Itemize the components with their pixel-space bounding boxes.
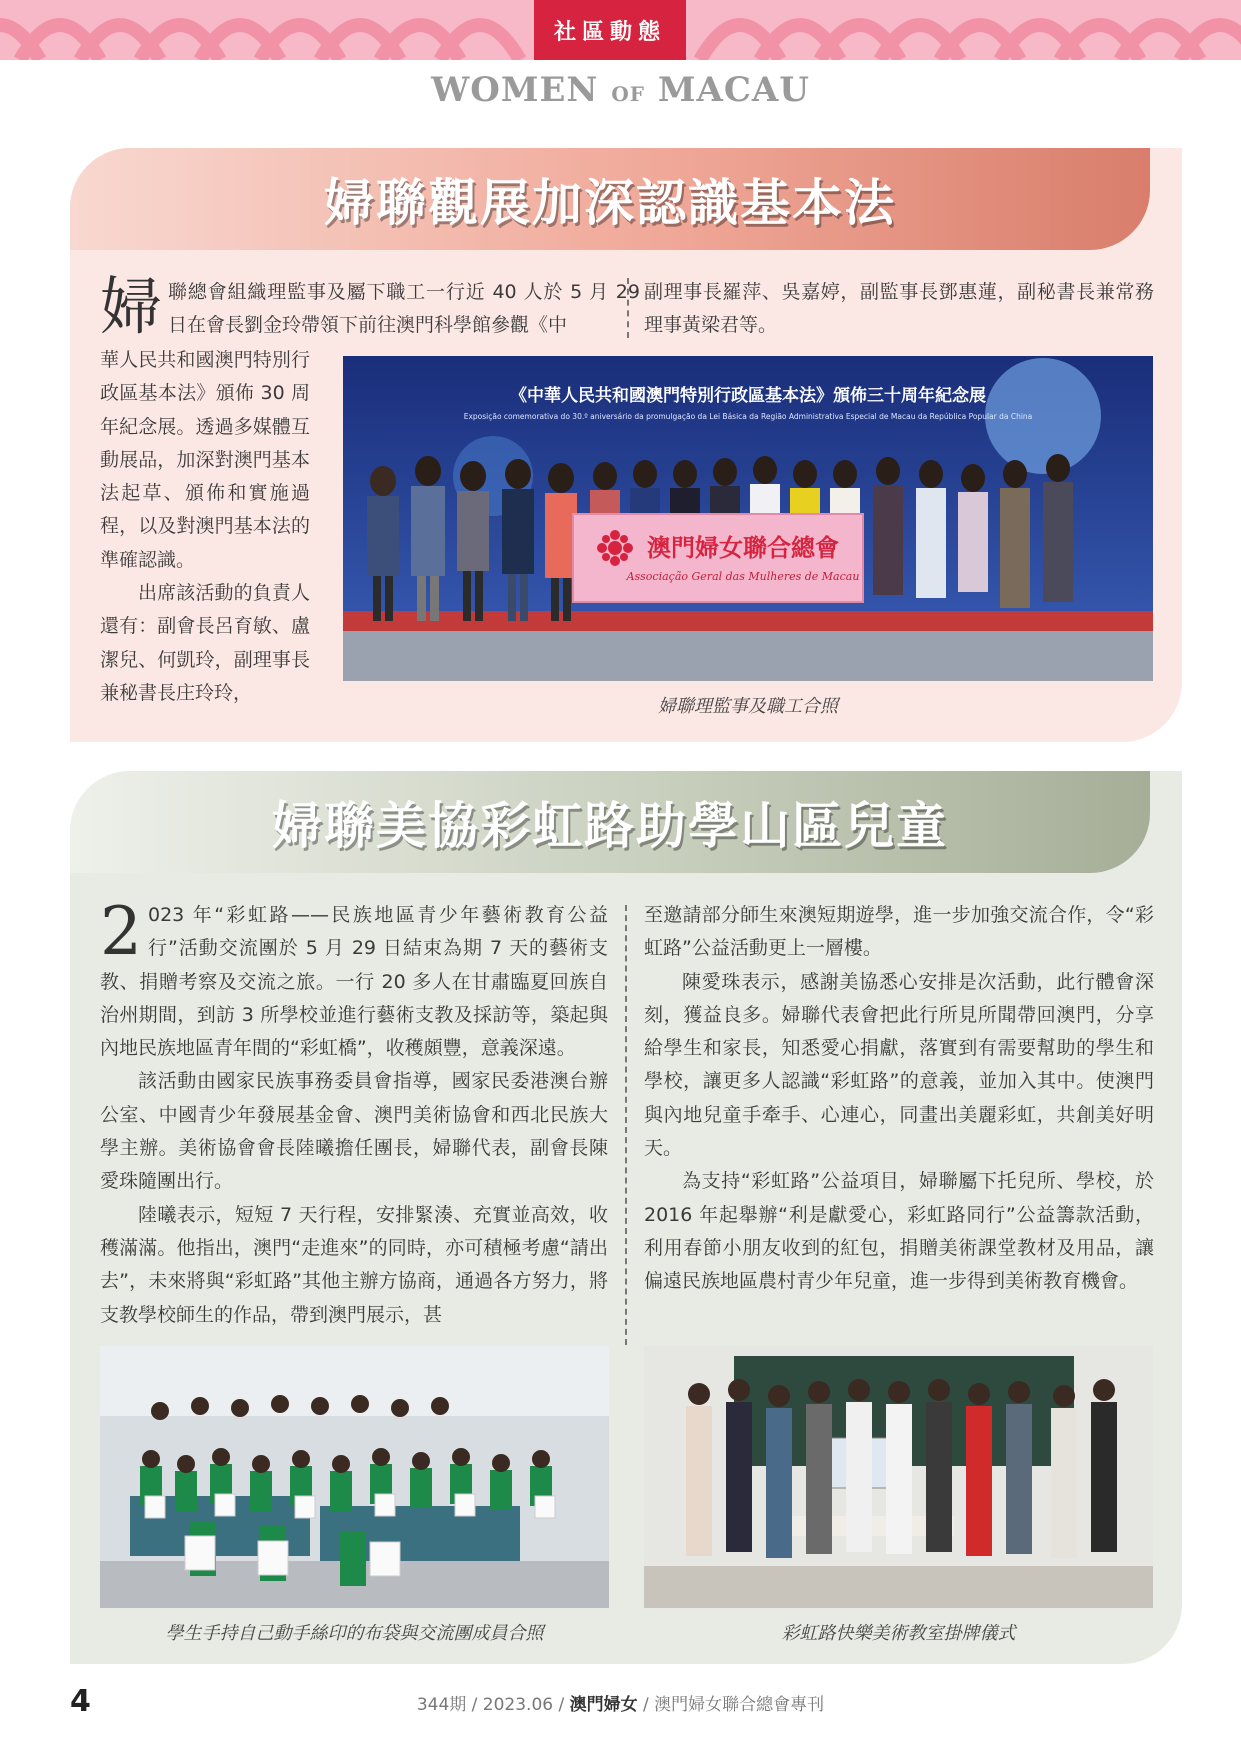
- brand-of: OF: [611, 82, 645, 106]
- article-2-left-col: [100, 893, 608, 1332]
- article-1-title: 婦聯觀展加深認識基本法: [70, 148, 1150, 250]
- group-photo-exhibition: [343, 356, 1153, 681]
- brand-end: MACAU: [657, 70, 810, 110]
- article-1-right-col: 副理事長羅萍、吳嘉婷，副監事長鄧惠蓮，副秘書長兼常務理事黃梁君等。: [644, 281, 1154, 337]
- article-1-body: [100, 344, 310, 710]
- article-2-r2: 陳愛珠表示，感謝美協悉心安排是次活動，此行體會深刻，獲益良多。婦聯代表會把此行所見所聞帶回澳門，分享給學生和家長，知悉愛心捐獻，落實到有需要幫助的學生和學校，讓更多人認識“彩虹路”的意義，並加入其中。使澳門與內地兒童手牽手、心連心，同畫出美麗彩虹，共創美好明天。: [644, 970, 1154, 1160]
- footer: [0, 1690, 1241, 1715]
- magazine-brand: [0, 70, 1241, 110]
- plaque-ceremony-photo: [644, 1346, 1153, 1608]
- exhibition-banner-title: 《中華人民共和國澳門特別行政區基本法》頒佈三十周年紀念展: [510, 386, 986, 406]
- article-1-body-p1: 華人民共和國澳門特別行政區基本法》頒佈 30 周年紀念展。透過多媒體互動展品，加深對澳門基本法起草、頒佈和實施過程，以及對澳門基本法的準確認識。: [100, 349, 310, 571]
- article-2-lead: 023 年“彩虹路——民族地區青少年藝術教育公益行”活動交流團於 5 月 29 日結束為期 7 天的藝術支教、捐贈考察及交流之旅。一行 20 多人在甘肅臨夏回族自治州期間，到訪 3 所學校並進行藝術支教及採訪等，築起與內地民族地區青年間的“彩虹橋”，收穫頗豐，意義深遠。: [100, 904, 608, 1060]
- section-tag: 社區動態: [534, 0, 686, 60]
- footer-publisher: / 澳門婦女聯合總會專刊: [643, 1695, 825, 1715]
- students-photo-caption: 學生手持自己動手絲印的布袋與交流團成員合照: [165, 1623, 544, 1644]
- article-2-dropcap: 2: [100, 893, 142, 970]
- article-1-panel: [70, 148, 1182, 742]
- article-2-r1: 至邀請部分師生來澳短期遊學，進一步加強交流合作，令“彩虹路”公益活動更上一層樓。: [644, 904, 1154, 960]
- article-1-dropcap: 婦: [100, 270, 163, 343]
- article-1-lead-text: 聯總會組織理監事及屬下職工一行近 40 人於 5 月 29 日在會長劉金玲帶領下前往澳門科學館參觀《中: [168, 281, 640, 337]
- page-number: 4: [70, 1684, 91, 1719]
- article-2-p2: 該活動由國家民族事務委員會指導，國家民委港澳台辦公室、中國青少年發展基金會、澳門美術協會和西北民族大學主辦。美術協會會長陸曦擔任團長，婦聯代表，副會長陳愛珠隨團出行。: [100, 1070, 608, 1193]
- brand-main: WOMEN: [431, 70, 599, 110]
- article-2-title: 婦聯美協彩虹路助學山區兒童: [70, 771, 1150, 873]
- flag-portuguese: Associação Geral das Mulheres de Macau: [626, 570, 860, 583]
- article-1-lead: [100, 270, 640, 343]
- column-divider: [627, 278, 629, 338]
- exhibition-banner-sub: Exposição comemorativa do 30.º aniversário da promulgação da Lei Básica da Região Administrativa Especial de Macau da República Popular da China: [463, 412, 1033, 421]
- article-2-p3: 陸曦表示，短短 7 天行程，安排緊湊、充實並高效，收穫滿滿。他指出，澳門“走進來”的同時，亦可積極考慮“請出去”，未來將與“彩虹路”其他主辦方協商，通過各方努力，將支教學校師生的作品，帶到澳門展示，甚: [100, 1203, 608, 1326]
- flag-chinese: 澳門婦女聯合總會: [647, 533, 839, 562]
- article-2-right-col: [644, 899, 1154, 1299]
- footer-issue: 344期 / 2023.06 /: [416, 1695, 565, 1715]
- article-2-panel: [70, 771, 1182, 1664]
- article-2-r3: 為支持“彩虹路”公益項目，婦聯屬下托兒所、學校，於 2016 年起舉辦“利是獻愛心，彩虹路同行”公益籌款活動，利用春節小朋友收到的紅包，捐贈美術課堂教材及用品，讓偏遠民族地區農村青少年兒童，進一步得到美術教育機會。: [644, 1170, 1154, 1293]
- article-1-body-p2: 出席該活動的負責人還有：副會長呂育敏、盧潔兒、何凱玲，副理事長兼秘書長庄玲玲，: [100, 582, 310, 704]
- article-1-caption: 婦聯理監事及職工合照: [658, 696, 838, 717]
- students-photo: [100, 1346, 609, 1608]
- plaque-photo-caption: 彩虹路快樂美術教室掛牌儀式: [781, 1623, 1016, 1644]
- column-divider: [625, 905, 627, 1345]
- footer-magazine: 澳門婦女: [569, 1695, 638, 1715]
